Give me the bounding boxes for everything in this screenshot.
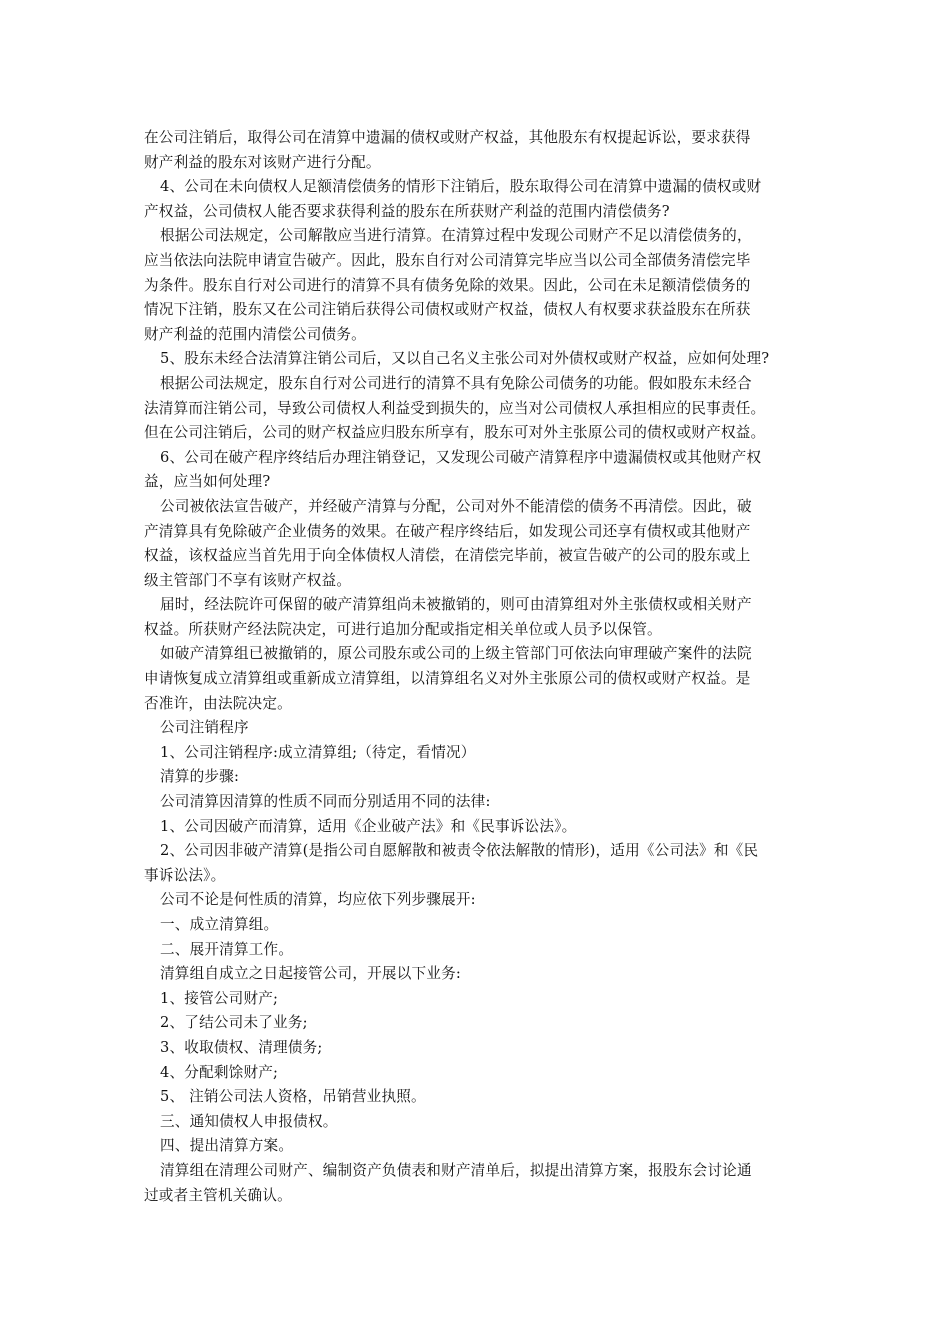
text-line: 为条件。股东自行对公司进行的清算不具有债务免除的效果。因此，公司在未足额清偿债务的 xyxy=(144,276,751,294)
text-line: 2、了结公司未了业务; xyxy=(160,1014,308,1032)
text-line: 级主管部门不享有该财产权益。 xyxy=(144,571,352,589)
text-line: 根据公司法规定，公司解散应当进行清算。在清算过程中发现公司财产不足以清偿债务的， xyxy=(160,227,752,245)
text-line: 但在公司注销后，公司的财产权益应归股东所享有，股东可对外主张原公司的债权或财产权益。 xyxy=(144,424,766,442)
text-line: 2、公司因非破产清算(是指公司自愿解散和被责令依法解散的情形)，适用《公司法》和《民 xyxy=(160,842,759,860)
text-line: 应当依法向法院申请宣告破产。因此，股东自行对公司清算完毕应当以公司全部债务清偿完毕 xyxy=(144,251,751,269)
text-line: 权益。所获财产经法院决定，可进行追加分配或指定相关单位或人员予以保管。 xyxy=(144,620,662,638)
text-line: 三、通知债权人申报债权。 xyxy=(160,1112,338,1130)
text-line: 公司注销程序 xyxy=(160,719,249,737)
text-line: 过或者主管机关确认。 xyxy=(144,1186,292,1204)
text-line: 4、公司在未向债权人足额清偿债务的情形下注销后，股东取得公司在清算中遗漏的债权或财 xyxy=(160,178,762,196)
text-line: 公司不论是何性质的清算，均应依下列步骤展开: xyxy=(160,891,476,909)
text-line: 清算组在清理公司财产、编制资产负债表和财产清单后，拟提出清算方案，报股东会讨论通 xyxy=(160,1161,752,1179)
text-line: 5、 注销公司法人资格，吊销营业执照。 xyxy=(160,1088,426,1106)
text-line: 4、分配剩馀财产; xyxy=(160,1063,279,1081)
text-line: 产清算具有免除破产企业债务的效果。在破产程序终结后，如发现公司还享有债权或其他财产 xyxy=(144,522,751,540)
text-line: 财产利益的股东对该财产进行分配。 xyxy=(144,153,381,171)
text-line: 1、公司注销程序:成立清算组;（待定，看情况） xyxy=(160,743,476,761)
text-line: 1、接管公司财产; xyxy=(160,989,279,1007)
text-line: 如破产清算组已被撤销的，原公司股东或公司的上级主管部门可依法向审理破产案件的法院 xyxy=(160,645,752,663)
text-line: 在公司注销后，取得公司在清算中遗漏的债权或财产权益，其他股东有权提起诉讼，要求获得 xyxy=(144,129,751,146)
text-line: 二、展开清算工作。 xyxy=(160,940,294,958)
text-line: 一、成立清算组。 xyxy=(160,916,279,933)
text-line: 权益，该权益应当首先用于向全体债权人清偿，在清偿完毕前，被宣告破产的公司的股东或上 xyxy=(144,547,751,565)
text-line: 否准许，由法院决定。 xyxy=(144,694,292,712)
text-line: 财产利益的范围内清偿公司债务。 xyxy=(144,325,366,343)
text-line: 届时，经法院许可保留的破产清算组尚未被撤销的，则可由清算组对外主张债权或相关财产 xyxy=(160,596,752,614)
text-line: 公司清算因清算的性质不同而分别适用不同的法律: xyxy=(160,793,491,811)
text-line: 益，应当如何处理? xyxy=(144,473,271,491)
text-line: 3、收取债权、清理债务; xyxy=(160,1038,323,1056)
text-line: 申请恢复成立清算组或重新成立清算组，以清算组名义对外主张原公司的债权或财产权益。是 xyxy=(144,670,751,688)
text-line: 情况下注销，股东又在公司注销后获得公司债权或财产权益，债权人有权要求获益股东在所获 xyxy=(144,301,751,319)
text-line: 根据公司法规定，股东自行对公司进行的清算不具有免除公司债务的功能。假如股东未经合 xyxy=(160,374,752,392)
text-line: 事诉讼法》。 xyxy=(144,866,226,884)
text-line: 公司被依法宣告破产，并经破产清算与分配，公司对外不能清偿的债务不再清偿。因此，破 xyxy=(160,497,752,515)
text-line: 法清算而注销公司，导致公司债权人利益受到损失的，应当对公司债权人承担相应的民事责任。 xyxy=(144,399,766,417)
text-line: 6、公司在破产程序终结后办理注销登记，又发现公司破产清算程序中遗漏债权或其他财产权 xyxy=(160,448,762,466)
text-line: 清算的步骤: xyxy=(160,768,240,786)
text-line: 产权益，公司债权人能否要求获得利益的股东在所获财产利益的范围内清偿债务? xyxy=(144,202,670,220)
text-line: 四、提出清算方案。 xyxy=(160,1137,294,1155)
text-line: 5、股东未经合法清算注销公司后，又以自己名义主张公司对外债权或财产权益，应如何处理? xyxy=(160,350,770,368)
text-line: 1、公司因破产而清算，适用《企业破产法》和《民事诉讼法》。 xyxy=(160,817,577,835)
text-line: 清算组自成立之日起接管公司，开展以下业务: xyxy=(160,965,461,983)
